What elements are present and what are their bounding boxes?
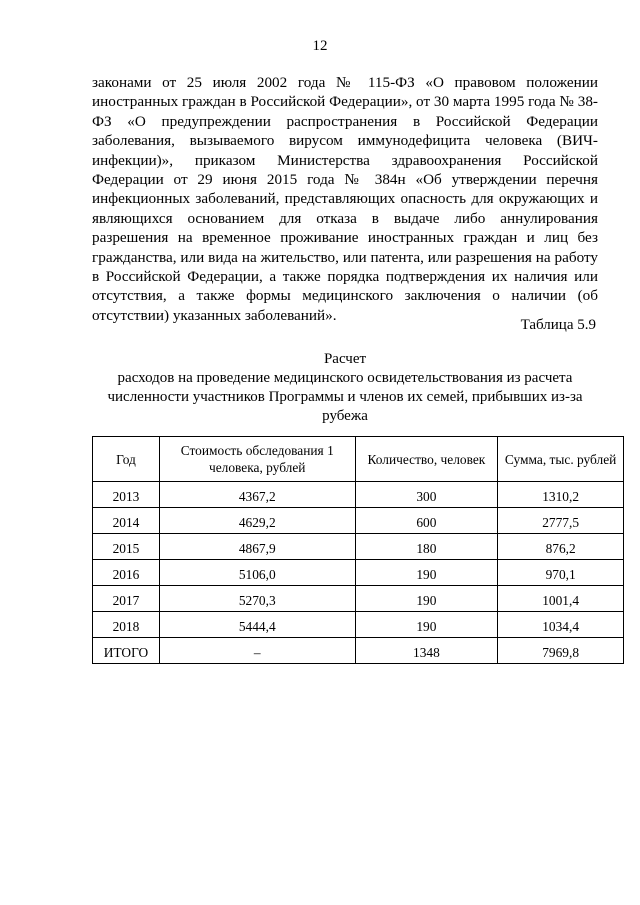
cell-year: 2018 xyxy=(93,612,160,638)
table-total-row xyxy=(93,638,624,664)
table-row xyxy=(93,560,624,586)
header-sum: Сумма, тыс. рублей xyxy=(498,437,624,482)
cell-quantity: 190 xyxy=(355,560,498,586)
cell-sum: 1034,4 xyxy=(498,612,624,638)
cell-cost: 5444,4 xyxy=(159,612,355,638)
header-cost-per-person: Стоимость обследования 1 человека, рублей xyxy=(159,437,355,482)
table-title-block xyxy=(92,350,598,426)
table-subtitle: расходов на проведение медицинского освидетельствования из расчета численности участников Программы и членов их семей, прибывших из-за рубежа xyxy=(107,370,583,424)
cell-total-label: ИТОГО xyxy=(93,638,160,664)
table-row xyxy=(93,482,624,508)
cell-quantity: 190 xyxy=(355,612,498,638)
table-row xyxy=(93,534,624,560)
body-paragraph: законами от 25 июля 2002 года № 115-ФЗ «О правовом положении иностранных граждан в Российской Федерации», от 30 марта 1995 года № 38-ФЗ «О предупреждении распространения в Российской Федерации заболевания, вызываемого вирусом иммунодефицита человека (ВИЧ-инфекции)», приказом Министерства здравоохранения Российской Федерации от 29 июня 2015 года № 384н «Об утверждении перечня инфекционных заболеваний, представляющих опасность для окружающих и являющихся основанием для отказа в выдаче либо аннулирования разрешения на временное проживание иностранных граждан и лиц без гражданства, или вида на жительство, или патента, или разрешения на работу в Российской Федерации, а также порядка подтверждения их наличия или отсутствия, а также формы медицинского заключения о наличии (об отсутствии) указанных заболеваний». xyxy=(92,74,598,324)
cell-cost: 5270,3 xyxy=(159,586,355,612)
table-row xyxy=(93,508,624,534)
cell-quantity: 600 xyxy=(355,508,498,534)
cell-cost: 4367,2 xyxy=(159,482,355,508)
cell-quantity: 300 xyxy=(355,482,498,508)
expense-table xyxy=(92,436,624,664)
cell-sum: 1310,2 xyxy=(498,482,624,508)
cell-quantity: 1348 xyxy=(355,638,498,664)
cell-quantity: 190 xyxy=(355,586,498,612)
cell-cost: 4629,2 xyxy=(159,508,355,534)
cell-year: 2016 xyxy=(93,560,160,586)
table-label: Таблица 5.9 xyxy=(520,317,596,333)
cell-sum: 7969,8 xyxy=(498,638,624,664)
table-header-row xyxy=(93,437,624,482)
cell-sum: 970,1 xyxy=(498,560,624,586)
page-number: 12 xyxy=(312,38,328,54)
cell-year: 2013 xyxy=(93,482,160,508)
cell-cost: 5106,0 xyxy=(159,560,355,586)
cell-year: 2017 xyxy=(93,586,160,612)
table-title: Расчет xyxy=(323,351,367,367)
cell-year: 2015 xyxy=(93,534,160,560)
header-year: Год xyxy=(93,437,160,482)
cell-sum: 2777,5 xyxy=(498,508,624,534)
cell-sum: 1001,4 xyxy=(498,586,624,612)
cell-year: 2014 xyxy=(93,508,160,534)
cell-cost: 4867,9 xyxy=(159,534,355,560)
table-row xyxy=(93,586,624,612)
header-quantity: Количество, человек xyxy=(355,437,498,482)
table-row xyxy=(93,612,624,638)
cell-sum: 876,2 xyxy=(498,534,624,560)
cell-cost: – xyxy=(159,638,355,664)
cell-quantity: 180 xyxy=(355,534,498,560)
